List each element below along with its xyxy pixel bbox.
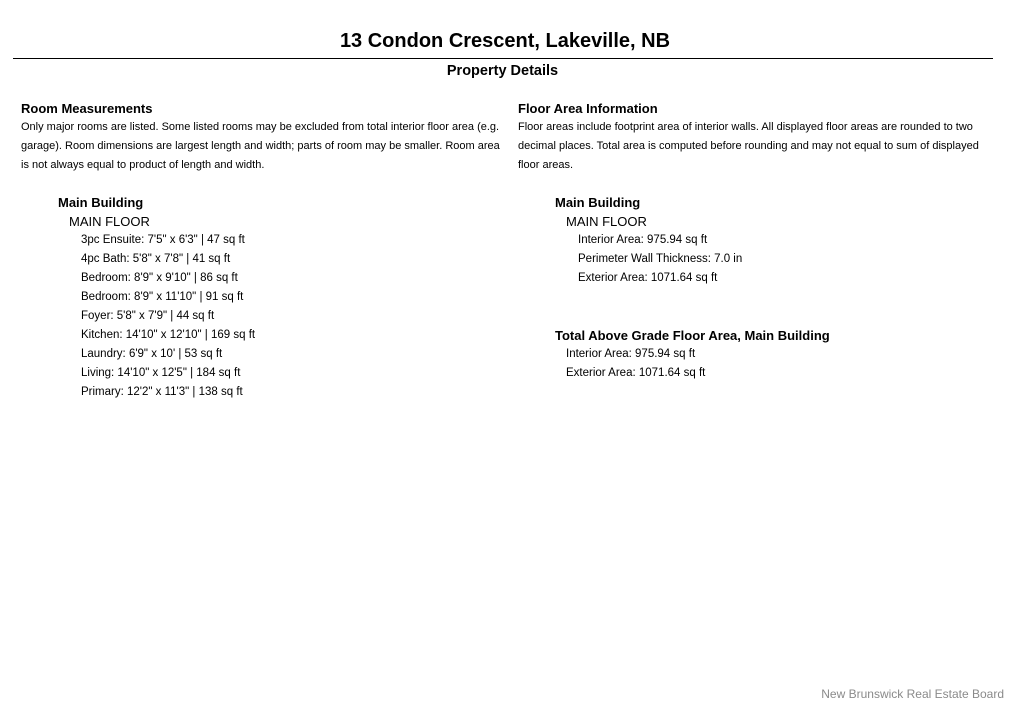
floor-area-item: Interior Area: 975.94 sq ft	[578, 234, 708, 246]
floor-area-section	[518, 100, 1000, 379]
room-measurements-note: Only major rooms are listed. Some listed rooms may be excluded from total interior floor area (e.g. garage). Room dimensions are largest length and width; parts of room may be smaller. Room area is not always equal to product of length and width.	[21, 121, 500, 171]
floor-building-name: Main Building	[555, 195, 641, 210]
room-building-name: Main Building	[58, 195, 144, 210]
room-item: Living: 14'10" x 12'5" | 184 sq ft	[81, 367, 241, 379]
floor-area-item: Perimeter Wall Thickness: 7.0 in	[578, 253, 743, 265]
page-title: 13 Condon Crescent, Lakeville, NB	[339, 30, 671, 52]
title-divider	[13, 58, 993, 59]
room-measurements-section	[21, 100, 501, 398]
room-item: Primary: 12'2" x 11'3" | 138 sq ft	[81, 386, 243, 398]
floor-floor-name: MAIN FLOOR	[566, 214, 647, 229]
floor-area-heading: Floor Area Information	[518, 101, 658, 116]
room-floor-name: MAIN FLOOR	[69, 214, 150, 229]
floor-area-note: Floor areas include footprint area of interior walls. All displayed floor areas are rounded to two decimal places. Total area is computed before rounding and may not equal to sum of displayed floor areas.	[518, 121, 979, 171]
room-item: 3pc Ensuite: 7'5" x 6'3" | 47 sq ft	[81, 234, 245, 246]
room-measurements-heading: Room Measurements	[21, 101, 153, 116]
page-subtitle: Property Details	[446, 63, 559, 79]
room-item: Laundry: 6'9" x 10' | 53 sq ft	[81, 348, 223, 360]
room-item: Foyer: 5'8" x 7'9" | 44 sq ft	[81, 310, 215, 322]
total-area-item: Exterior Area: 1071.64 sq ft	[566, 367, 706, 379]
floor-area-item: Exterior Area: 1071.64 sq ft	[578, 272, 718, 284]
total-area-heading: Total Above Grade Floor Area, Main Building	[555, 328, 830, 343]
room-list	[81, 231, 255, 402]
floor-area-list	[578, 231, 742, 288]
room-item: Kitchen: 14'10" x 12'10" | 169 sq ft	[81, 329, 256, 341]
total-area-list	[566, 345, 705, 383]
total-area-item: Interior Area: 975.94 sq ft	[566, 348, 696, 360]
room-item: 4pc Bath: 5'8" x 7'8" | 41 sq ft	[81, 253, 231, 265]
footer-attribution: New Brunswick Real Estate Board	[821, 687, 1004, 701]
room-item: Bedroom: 8'9" x 9'10" | 86 sq ft	[81, 272, 238, 284]
room-item: Bedroom: 8'9" x 11'10" | 91 sq ft	[81, 291, 244, 303]
